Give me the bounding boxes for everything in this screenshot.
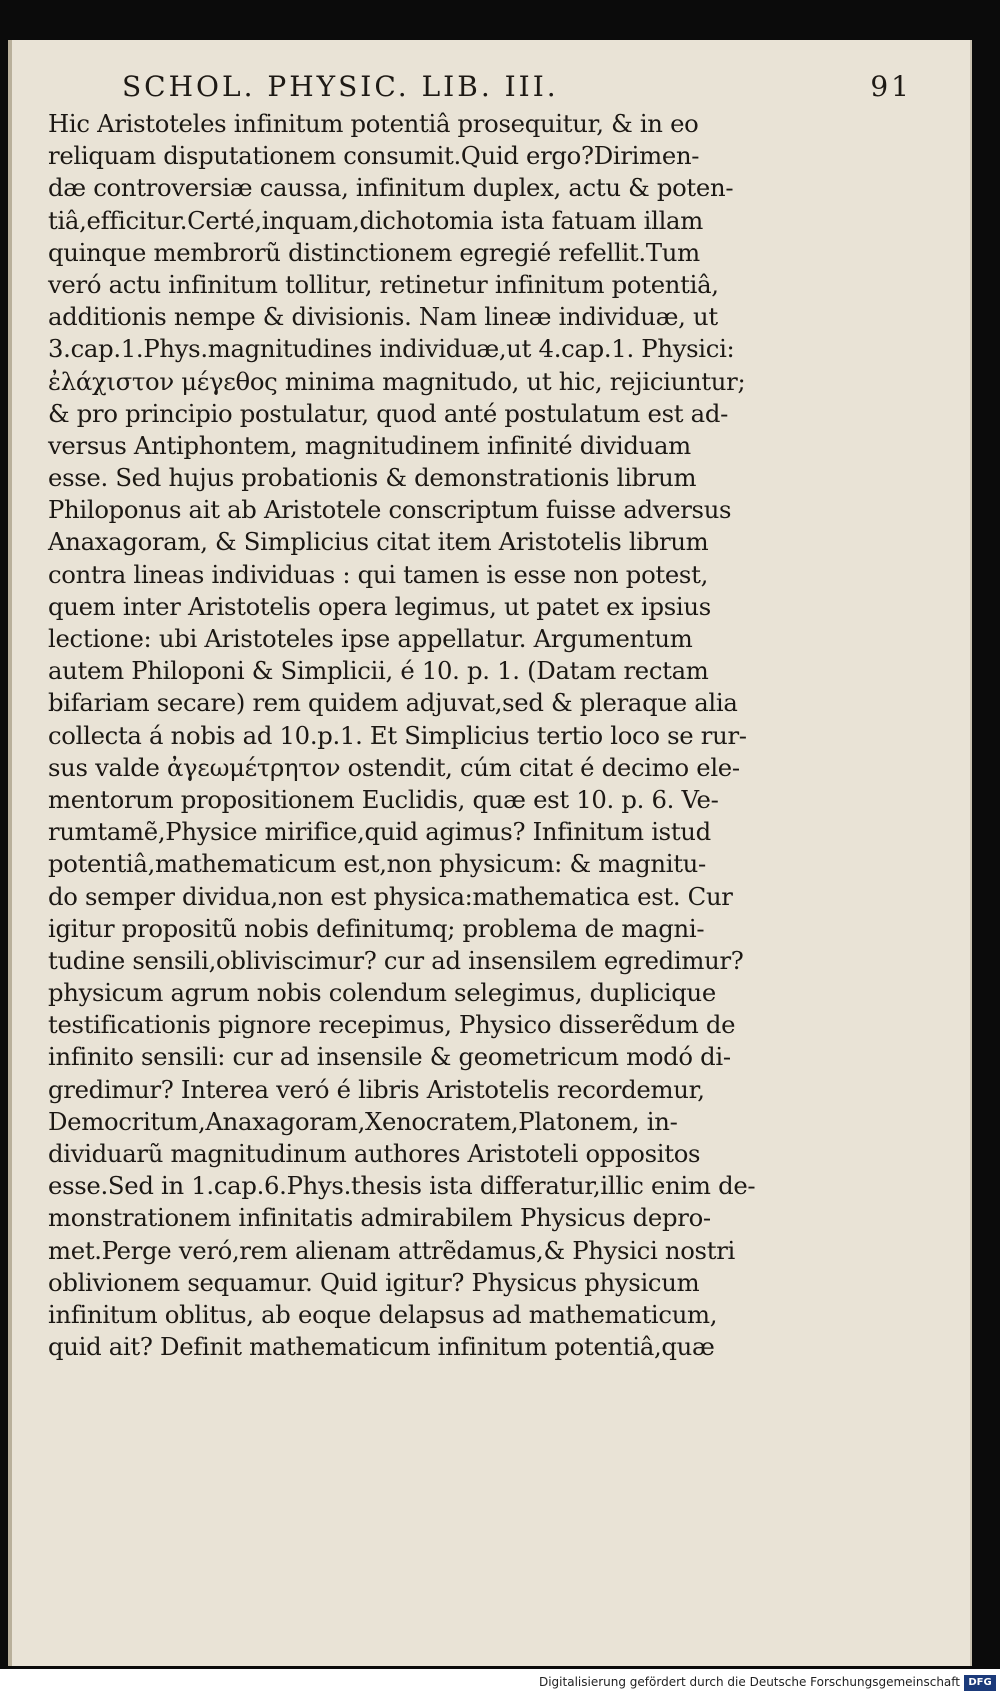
text-line: Anaxagoram, & Simplicius citat item Aristotelis librum <box>48 527 709 557</box>
text-line: reliquam disputationem consumit.Quid ergo?Dirimen- <box>48 141 700 171</box>
text-line: igitur propositũ nobis definitumq; problema de magni- <box>48 913 705 943</box>
text-line: contra lineas individuas : qui tamen is esse non potest, <box>48 559 708 589</box>
text-line: lectione: ubi Aristoteles ipse appellatur. Argumentum <box>48 624 693 653</box>
text-line: versus Antiphontem, magnitudinem infinité dividuam <box>48 430 691 460</box>
text-line: tudine sensili,obliviscimur? cur ad insensilem egredimur? <box>48 945 744 975</box>
text-line: quid ait? Definit mathematicum infinitum potentiâ,quæ <box>48 1332 715 1362</box>
text-line: infinito sensili: cur ad insensile & geometricum modó di- <box>48 1042 731 1072</box>
text-line: Hic Aristoteles infinitum potentiâ prosequitur, & in eo <box>48 109 699 138</box>
footer-bar <box>0 1669 1000 1699</box>
text-line: physicum agrum nobis colendum selegimus, duplicique <box>48 978 716 1008</box>
text-line: veró actu infinitum tollitur, retinetur infinitum potentiâ, <box>48 269 719 299</box>
text-line: potentiâ,mathematicum est,non physicum: & magnitu- <box>48 849 706 879</box>
text-line: autem Philoponi & Simplicii, é 10. p. 1. (Datam rectam <box>48 656 709 686</box>
text-line: 3.cap.1.Phys.magnitudines individuæ,ut 4.cap.1. Physici: <box>48 334 735 364</box>
running-head: SCHOL. PHYSIC. LIB. III. <box>122 70 559 103</box>
text-line: bifariam secare) rem quidem adjuvat,sed & pleraque alia <box>48 688 738 718</box>
text-line: gredimur? Interea veró é libris Aristotelis recordemur, <box>48 1074 705 1104</box>
dfg-logo: DFG <box>964 1675 996 1691</box>
text-line: sus valde ἀγεωμέτρητον ostendit, cúm citat é decimo ele- <box>48 752 740 782</box>
text-line: tiâ,efficitur.Certé,inquam,dichotomia ista fatuam illam <box>48 205 703 235</box>
text-line: Philoponus ait ab Aristotele conscriptum fuisse adversus <box>48 495 732 525</box>
text-line: met.Perge veró,rem alienam attrẽdamus,& Physici nostri <box>48 1235 735 1265</box>
text-line: dæ controversiæ caussa, infinitum duplex, actu & poten- <box>48 173 734 203</box>
text-line: dividuarũ magnitudinum authores Aristoteli oppositos <box>48 1139 701 1168</box>
text-line: ἐλάχιστον μέγεθος minima magnitudo, ut hic, rejiciuntur; <box>48 366 746 396</box>
text-line: monstrationem infinitatis admirabilem Physicus depro- <box>48 1203 711 1233</box>
text-line: oblivionem sequamur. Quid igitur? Physicus physicum <box>48 1267 700 1297</box>
body-text <box>48 108 756 1363</box>
page-number: 91 <box>870 70 912 103</box>
text-line: & pro principio postulatur, quod anté postulatum est ad- <box>48 398 729 428</box>
text-line: quem inter Aristotelis opera legimus, ut patet ex ipsius <box>48 591 711 621</box>
text-line: esse.Sed in 1.cap.6.Phys.thesis ista differatur,illic enim de- <box>48 1171 756 1201</box>
text-line: quinque membrorũ distinctionem egregié refellit.Tum <box>48 237 700 267</box>
text-line: additionis nempe & divisionis. Nam lineæ individuæ, ut <box>48 302 718 332</box>
text-line: testificationis pignore recepimus, Physico disserẽdum de <box>48 1010 736 1040</box>
text-line: esse. Sed hujus probationis & demonstrationis librum <box>48 463 697 493</box>
text-line: infinitum oblitus, ab eoque delapsus ad mathematicum, <box>48 1299 718 1329</box>
funding-credit: Digitalisierung gefördert durch die Deutsche Forschungsgemeinschaft <box>538 1675 960 1689</box>
text-line: do semper dividua,non est physica:mathematica est. Cur <box>48 881 733 911</box>
text-line: rumtamẽ,Physice mirifice,quid agimus? Infinitum istud <box>48 817 711 847</box>
text-line: mentorum propositionem Euclidis, quæ est 10. p. 6. Ve- <box>48 784 719 814</box>
text-line: Democritum,Anaxagoram,Xenocratem,Platonem, in- <box>48 1106 678 1136</box>
text-line: collecta á nobis ad 10.p.1. Et Simplicius tertio loco se rur- <box>48 720 747 750</box>
book-page <box>8 40 972 1666</box>
